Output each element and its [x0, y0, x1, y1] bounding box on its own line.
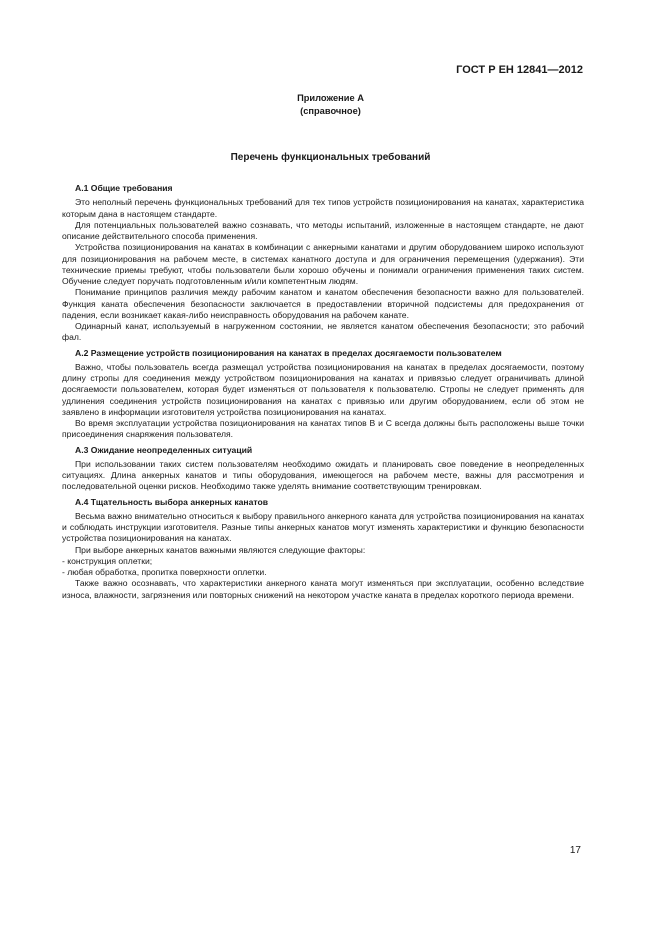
paragraph: Важно, чтобы пользователь всегда размещал устройства позиционирования на канатах в пределах досягаемости, поэтому длину стропы для соединения между устройством позиционирования на канатах и привязью следует ограничивать длиной досягаемости пользователем, которая будет изменяться от пользователя к пользователю. Стропы не следует применять для удлинения соединения устройств позиционирования на канатах с привязью или другим оборудованием, если об этом не заявлено в информации изготовителя устройства позиционирования на канатах. [62, 361, 584, 417]
paragraph: Также важно осознавать, что характеристики анкерного каната могут изменяться при эксплуатации, особенно вследствие износа, влажности, загрязнения или повторных снижений на некотором участке каната в пределах короткого периода времени. [62, 578, 584, 600]
document-body [62, 183, 584, 605]
page-number: 17 [569, 845, 581, 856]
section-a2 [62, 348, 584, 441]
paragraph: При использовании таких систем пользователям необходимо ожидать и планировать свое поведение в неопределенных ситуациях. Длина анкерных канатов и типы оборудования, имеющегося на рабочем месте, важны для рассмотрения и последовательной оценки рисков. Необходимо также уделять внимание соответствующим тренировкам. [62, 458, 584, 492]
paragraph: Это неполный перечень функциональных требований для тех типов устройств позиционирования на канатах, характеристика которым дана в настоящем стандарте. [62, 197, 584, 219]
paragraph: Устройства позиционирования на канатах в комбинации с анкерными канатами и другим оборудованием широко используют для позиционирования на рабочем месте, в системах канатного доступа и для ограничения перемещения (удержания). Эти технические приемы требуют, чтобы пользователи были хорошо обучены и понимали ограничения применения таких систем. Обучение следует поручать подготовленным и/или компетентным людям. [62, 242, 584, 286]
document-code: ГОСТ Р ЕН 12841—2012 [456, 64, 583, 76]
section-a1 [62, 183, 584, 344]
paragraph: Во время эксплуатации устройства позиционирования на канатах типов В и С всегда должны быть расположены выше точки присоединения снаряжения пользователя. [62, 418, 584, 440]
list-item: - конструкция оплетки; [62, 555, 153, 566]
paragraph: Весьма важно внимательно относиться к выбору правильного анкерного каната для устройства позиционирования на канатах и соблюдать инструкции изготовителя. Разные типы анкерных канатов могут изменять характеристики и функцию безопасности устройства позиционирования на канатах. [62, 510, 584, 544]
paragraph: При выборе анкерных канатов важными являются следующие факторы: [75, 544, 366, 555]
paragraph: Понимание принципов различия между рабочим канатом и канатом обеспечения безопасности важно для пользователей. Функция каната обеспечения безопасности заключается в предоставлении вторичной подсистемы для предохранения от падения, если возникает какая-либо неисправность оборудования на рабочем канате. [62, 287, 584, 320]
section-heading: А.2 Размещение устройств позиционирования на канатах в пределах досягаемости пользователем [75, 347, 502, 358]
paragraph: Для потенциальных пользователей важно сознавать, что методы испытаний, изложенные в настоящем стандарте, не дают описание действительного способа применения. [62, 219, 584, 241]
section-heading: А.3 Ожидание неопределенных ситуаций [75, 444, 253, 455]
annex-title: Приложение А [297, 93, 364, 103]
annex-subtitle: (справочное) [300, 106, 361, 116]
section-heading: А.1 Общие требования [75, 183, 173, 193]
section-a4 [62, 497, 584, 601]
page-title: Перечень функциональных требований [230, 152, 431, 163]
section-a3 [62, 445, 584, 493]
annex-block [0, 92, 661, 118]
section-heading: А.4 Тщательность выбора анкерных канатов [75, 496, 269, 507]
list-item: - любая обработка, пропитка поверхности оплетки. [62, 567, 267, 577]
paragraph: Одинарный канат, используемый в нагруженном состоянии, не является канатом обеспечения безопасности; это рабочий фал. [62, 321, 584, 343]
